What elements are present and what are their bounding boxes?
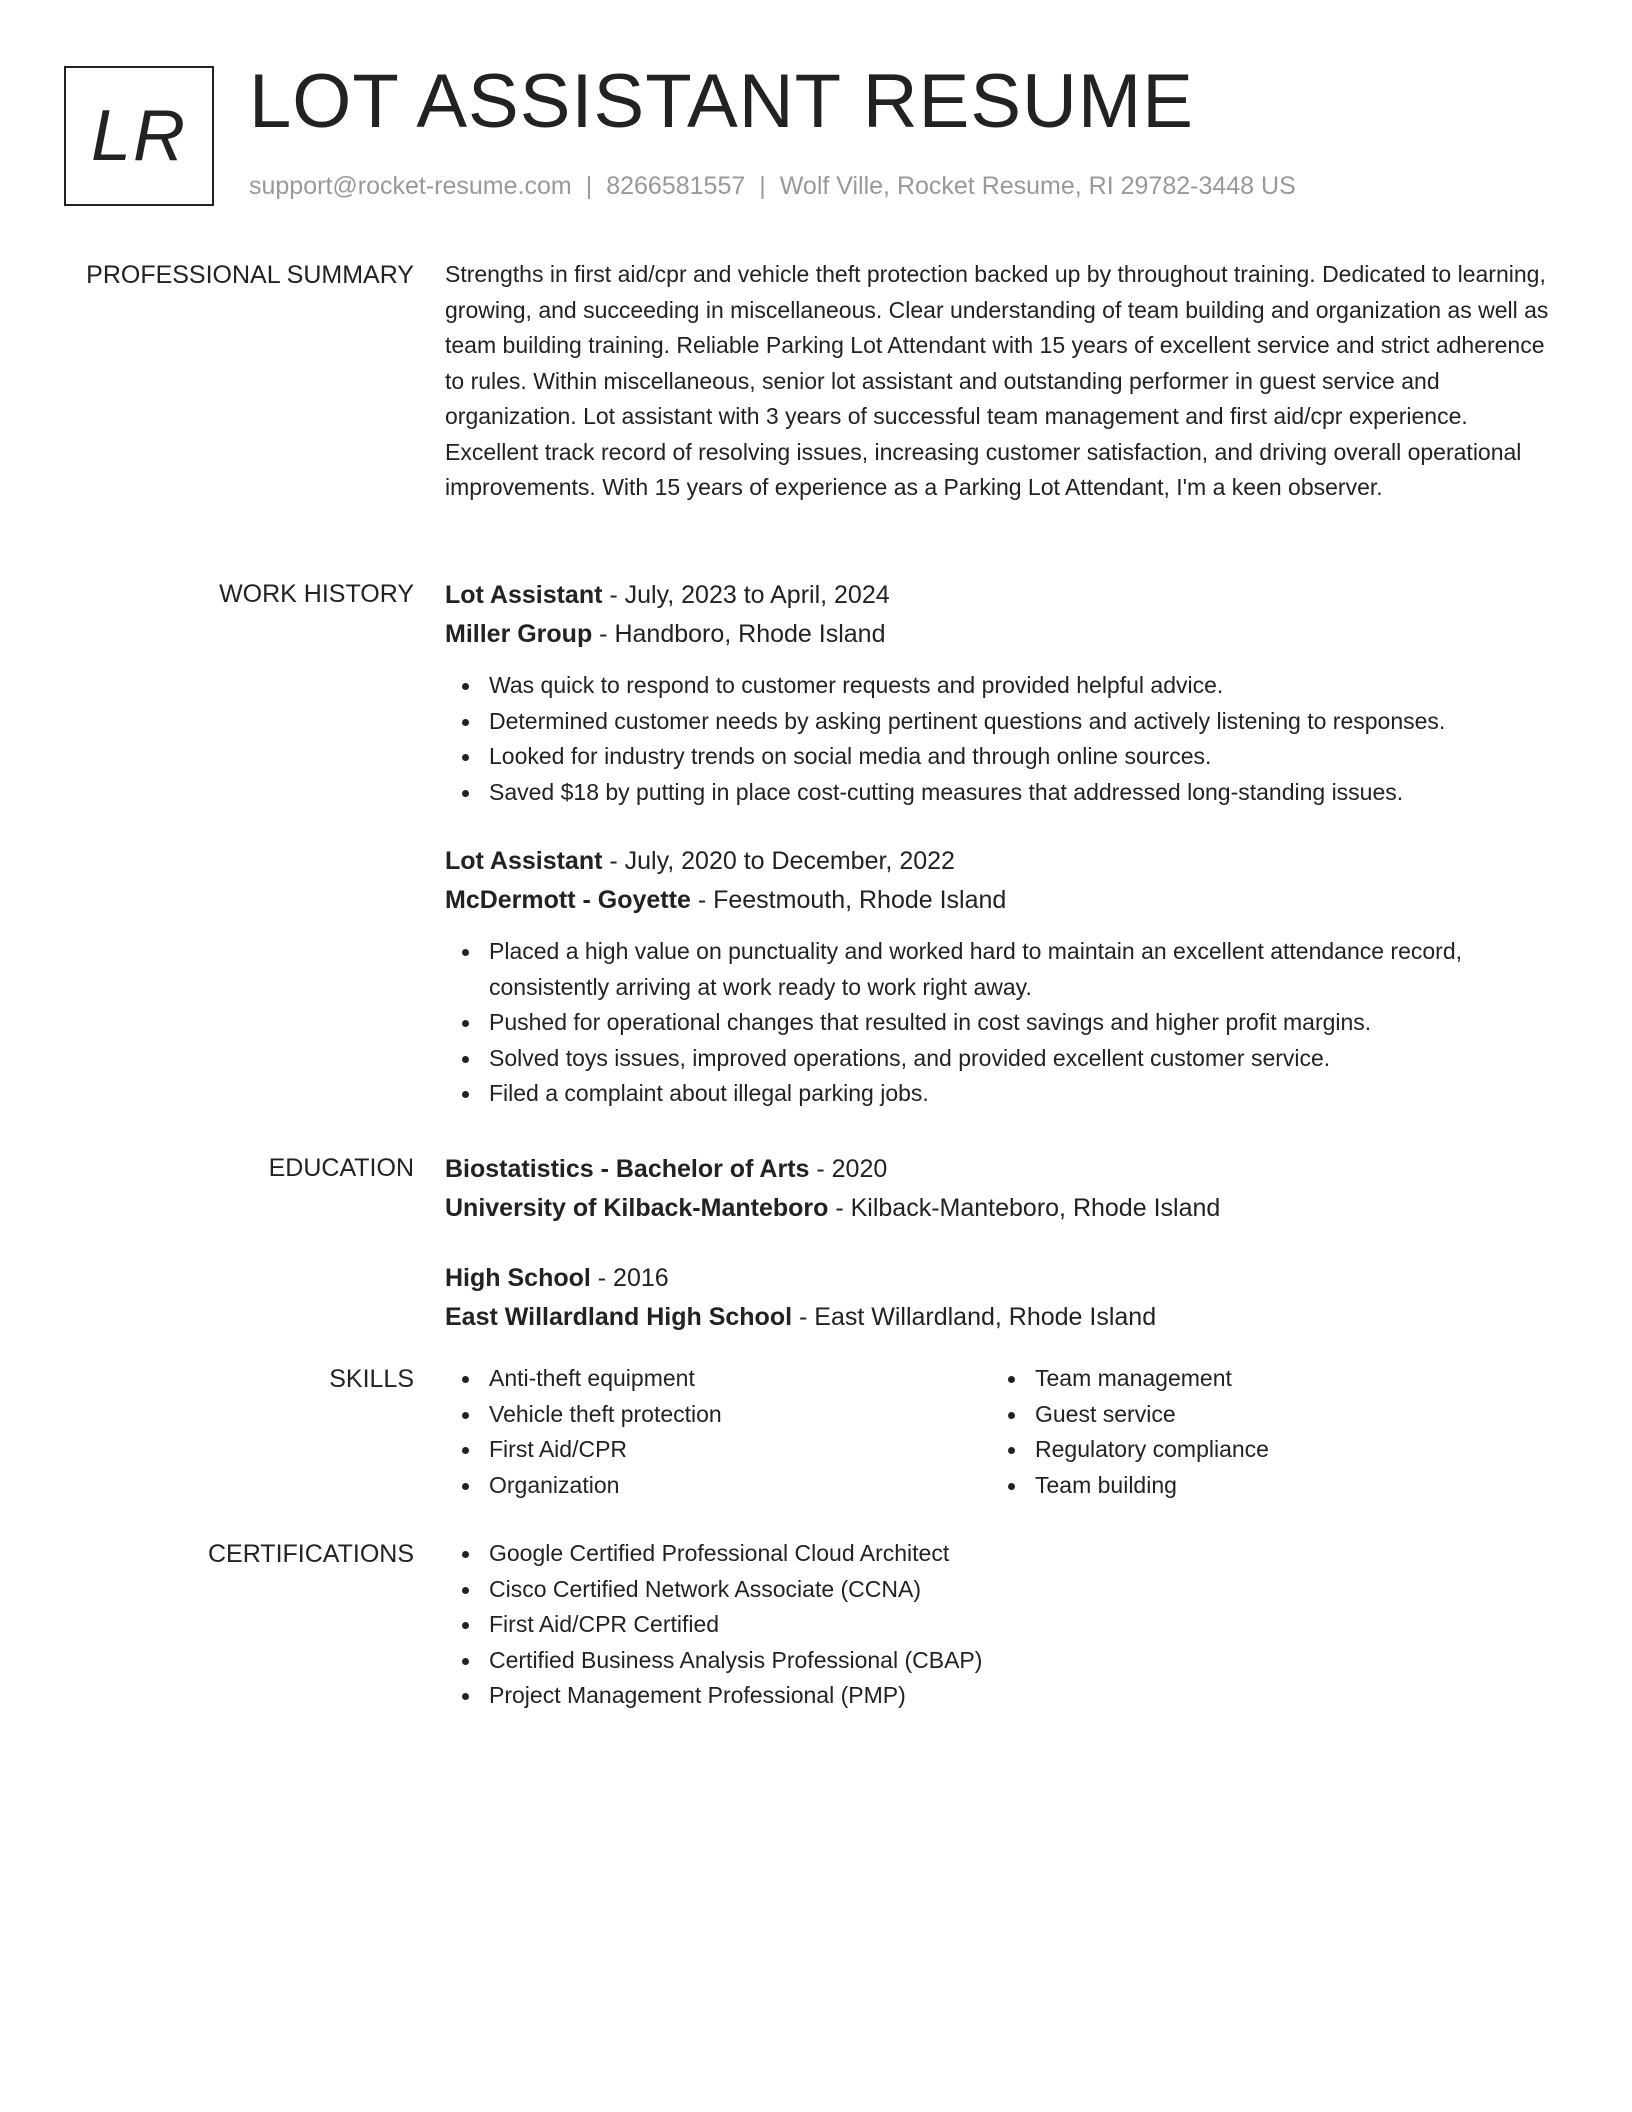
list-item: Cisco Certified Network Associate (CCNA) xyxy=(489,1572,1555,1608)
education-degree: Biostatistics - Bachelor of Arts xyxy=(445,1155,810,1183)
list-item: Vehicle theft protection xyxy=(489,1397,991,1433)
education-school: East Willardland High School xyxy=(445,1303,793,1331)
education-location: - Kilback-Manteboro, Rhode Island xyxy=(828,1194,1221,1222)
section-label-certifications: CERTIFICATIONS xyxy=(207,1540,414,1568)
education-degree: High School xyxy=(445,1264,591,1292)
list-item: Project Management Professional (PMP) xyxy=(489,1678,1555,1714)
job-location: - Handboro, Rhode Island xyxy=(592,620,886,648)
job-entry xyxy=(445,842,1555,1112)
skills-column-right xyxy=(991,1361,1537,1503)
education-school-line xyxy=(445,1298,1555,1337)
contact-separator: | xyxy=(759,172,766,200)
list-item: Regulatory compliance xyxy=(1035,1432,1537,1468)
list-item: Anti-theft equipment xyxy=(489,1361,991,1397)
education-school: University of Kilback-Manteboro xyxy=(445,1194,829,1222)
education-year: - 2020 xyxy=(809,1155,888,1183)
contact-separator: | xyxy=(585,172,593,200)
summary-text: Strengths in first aid/cpr and vehicle theft protection backed up by throughout training. Dedicated to learning, growing, and succeeding in miscellaneous. Clear understanding of team building and organization as well as team building training. Reliable Parking Lot Attendant with 15 years of excellent service and strict adherence to rules. Within miscellaneous, senior lot assistant and outstanding performer in guest service and organization. Lot assistant with 3 years of successful team management and first aid/cpr experience. Excellent track record of resolving issues, increasing customer satisfaction, and driving overall operational improvements. With 15 years of experience as a Parking Lot Attendant, I'm a keen observer. xyxy=(445,261,1549,500)
certifications-body xyxy=(445,1536,1555,1714)
list-item: Filed a complaint about illegal parking jobs. xyxy=(489,1076,1555,1112)
job-title: Lot Assistant xyxy=(445,581,603,609)
job-bullets xyxy=(445,934,1555,1112)
education-school-line xyxy=(445,1189,1555,1228)
list-item: Determined customer needs by asking pertinent questions and actively listening to responses. xyxy=(489,704,1555,740)
job-title-line xyxy=(445,842,1555,881)
section-label-work-history: WORK HISTORY xyxy=(219,580,414,608)
education-degree-line xyxy=(445,1259,1555,1298)
education-location: - East Willardland, Rhode Island xyxy=(792,1303,1157,1331)
list-item: Was quick to respond to customer requests and provided helpful advice. xyxy=(489,668,1555,704)
education-year: - 2016 xyxy=(590,1264,669,1292)
summary-body xyxy=(445,257,1555,506)
contact-email[interactable]: support@rocket-resume.com xyxy=(249,172,572,200)
list-item: First Aid/CPR xyxy=(489,1432,991,1468)
job-title: Lot Assistant xyxy=(445,847,603,875)
list-item: First Aid/CPR Certified xyxy=(489,1607,1555,1643)
job-entry xyxy=(445,576,1555,810)
list-item: Google Certified Professional Cloud Architect xyxy=(489,1536,1555,1572)
job-company: McDermott - Goyette xyxy=(445,886,691,914)
skills-body xyxy=(445,1361,1555,1503)
education-entry xyxy=(445,1259,1555,1337)
job-company-line xyxy=(445,615,1555,654)
list-item: Saved $18 by putting in place cost-cutting measures that addressed long-standing issues. xyxy=(489,775,1555,811)
job-bullets xyxy=(445,668,1555,810)
section-label-skills: SKILLS xyxy=(329,1365,414,1393)
education-entry xyxy=(445,1150,1555,1228)
education-degree-line xyxy=(445,1150,1555,1189)
monogram-logo xyxy=(64,66,214,206)
list-item: Solved toys issues, improved operations, and provided excellent customer service. xyxy=(489,1041,1555,1077)
education-body xyxy=(445,1150,1555,1337)
job-location: - Feestmouth, Rhode Island xyxy=(690,886,1007,914)
list-item: Placed a high value on punctuality and worked hard to maintain an excellent attendance record, consistently arriving at work ready to work right away. xyxy=(489,934,1555,1005)
contact-line xyxy=(249,172,1296,201)
list-item: Guest service xyxy=(1035,1397,1537,1433)
job-title-line xyxy=(445,576,1555,615)
section-label-education: EDUCATION xyxy=(268,1154,414,1182)
job-dates: - July, 2020 to December, 2022 xyxy=(602,847,955,875)
list-item: Pushed for operational changes that resulted in cost savings and higher profit margins. xyxy=(489,1005,1555,1041)
certifications-list xyxy=(445,1536,1555,1714)
skills-column-left xyxy=(445,1361,991,1503)
monogram-initials: LR xyxy=(90,96,188,176)
contact-phone[interactable]: 8266581557 xyxy=(606,172,746,200)
list-item: Certified Business Analysis Professional (CBAP) xyxy=(489,1643,1555,1679)
job-company-line xyxy=(445,881,1555,920)
section-label-summary: PROFESSIONAL SUMMARY xyxy=(86,261,414,289)
list-item: Looked for industry trends on social media and through online sources. xyxy=(489,739,1555,775)
contact-address: Wolf Ville, Rocket Resume, RI 29782-3448 US xyxy=(779,172,1296,200)
list-item: Team building xyxy=(1035,1468,1537,1504)
list-item: Organization xyxy=(489,1468,991,1504)
job-company: Miller Group xyxy=(445,620,593,648)
job-dates: - July, 2023 to April, 2024 xyxy=(602,581,890,609)
list-item: Team management xyxy=(1035,1361,1537,1397)
work-history-body xyxy=(445,576,1555,1112)
skills-grid xyxy=(445,1361,1555,1503)
page-title: LOT ASSISTANT RESUME xyxy=(249,59,1194,144)
